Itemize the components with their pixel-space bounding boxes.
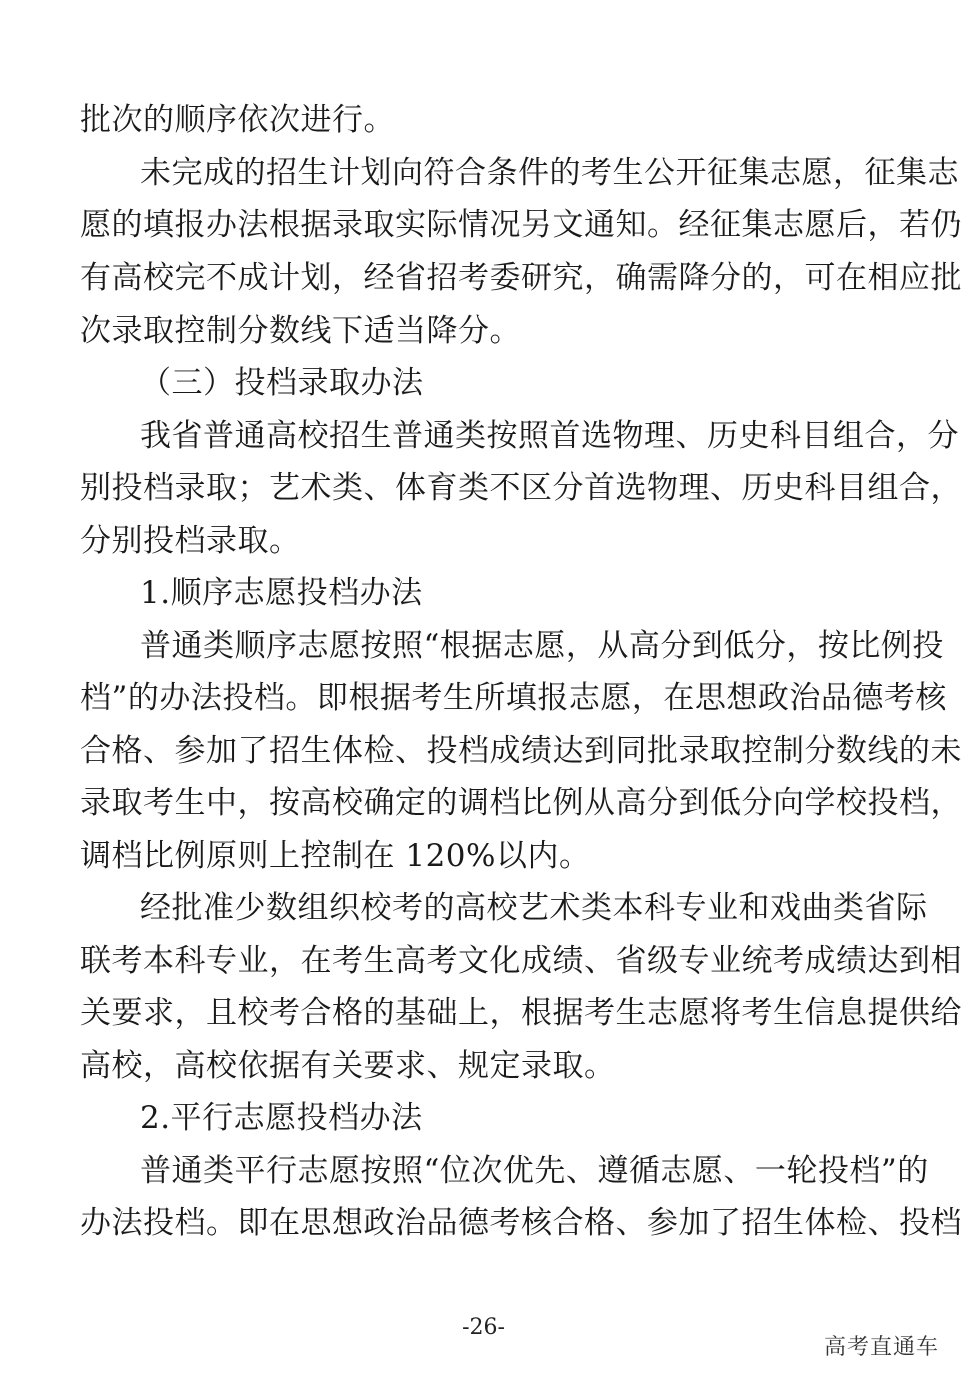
text-line: 档”的办法投档。即根据考生所填报志愿，在思想政治品德考核 — [80, 680, 947, 716]
text-line: 别投档录取；艺术类、体育类不区分首选物理、历史科目组合， — [80, 470, 962, 506]
text-line: 未完成的招生计划向符合条件的考生公开征集志愿，征集志 — [140, 155, 959, 191]
subsection-heading: 2.平行志愿投档办法 — [140, 1100, 423, 1136]
page-number: -26- — [462, 1315, 505, 1340]
subsection-heading: 1.顺序志愿投档办法 — [140, 575, 423, 611]
text-line: 办法投档。即在思想政治品德考核合格、参加了招生体检、投档 — [80, 1205, 962, 1241]
text-line: 高校，高校依据有关要求、规定录取。 — [80, 1048, 616, 1084]
text-line: 次录取控制分数线下适当降分。 — [80, 313, 521, 349]
text-line: 联考本科专业，在考生高考文化成绩、省级专业统考成绩达到相 — [80, 943, 962, 979]
text-line: 普通类平行志愿按照“位次优先、遵循志愿、一轮投档”的 — [140, 1153, 929, 1189]
text-line: 普通类顺序志愿按照“根据志愿，从高分到低分，按比例投 — [140, 628, 944, 664]
section-heading: （三）投档录取办法 — [140, 365, 424, 401]
text-line: 分别投档录取。 — [80, 523, 301, 559]
text-line: 经批准少数组织校考的高校艺术类本科专业和戏曲类省际 — [140, 890, 928, 926]
text-line: 愿的填报办法根据录取实际情况另文通知。经征集志愿后，若仍 — [80, 207, 962, 243]
text-line: 批次的顺序依次进行。 — [80, 102, 395, 138]
text-line: 有高校完不成计划，经省招考委研究，确需降分的，可在相应批 — [80, 260, 962, 296]
text-line: 我省普通高校招生普通类按照首选物理、历史科目组合，分 — [140, 418, 959, 454]
text-line: 合格、参加了招生体检、投档成绩达到同批录取控制分数线的未 — [80, 733, 962, 769]
text-line: 关要求，且校考合格的基础上，根据考生志愿将考生信息提供给 — [80, 995, 962, 1031]
text-line: 录取考生中，按高校确定的调档比例从高分到低分向学校投档， — [80, 785, 962, 821]
text-line: 调档比例原则上控制在 120%以内。 — [80, 838, 591, 874]
watermark: 高考直通车 — [823, 1335, 939, 1360]
